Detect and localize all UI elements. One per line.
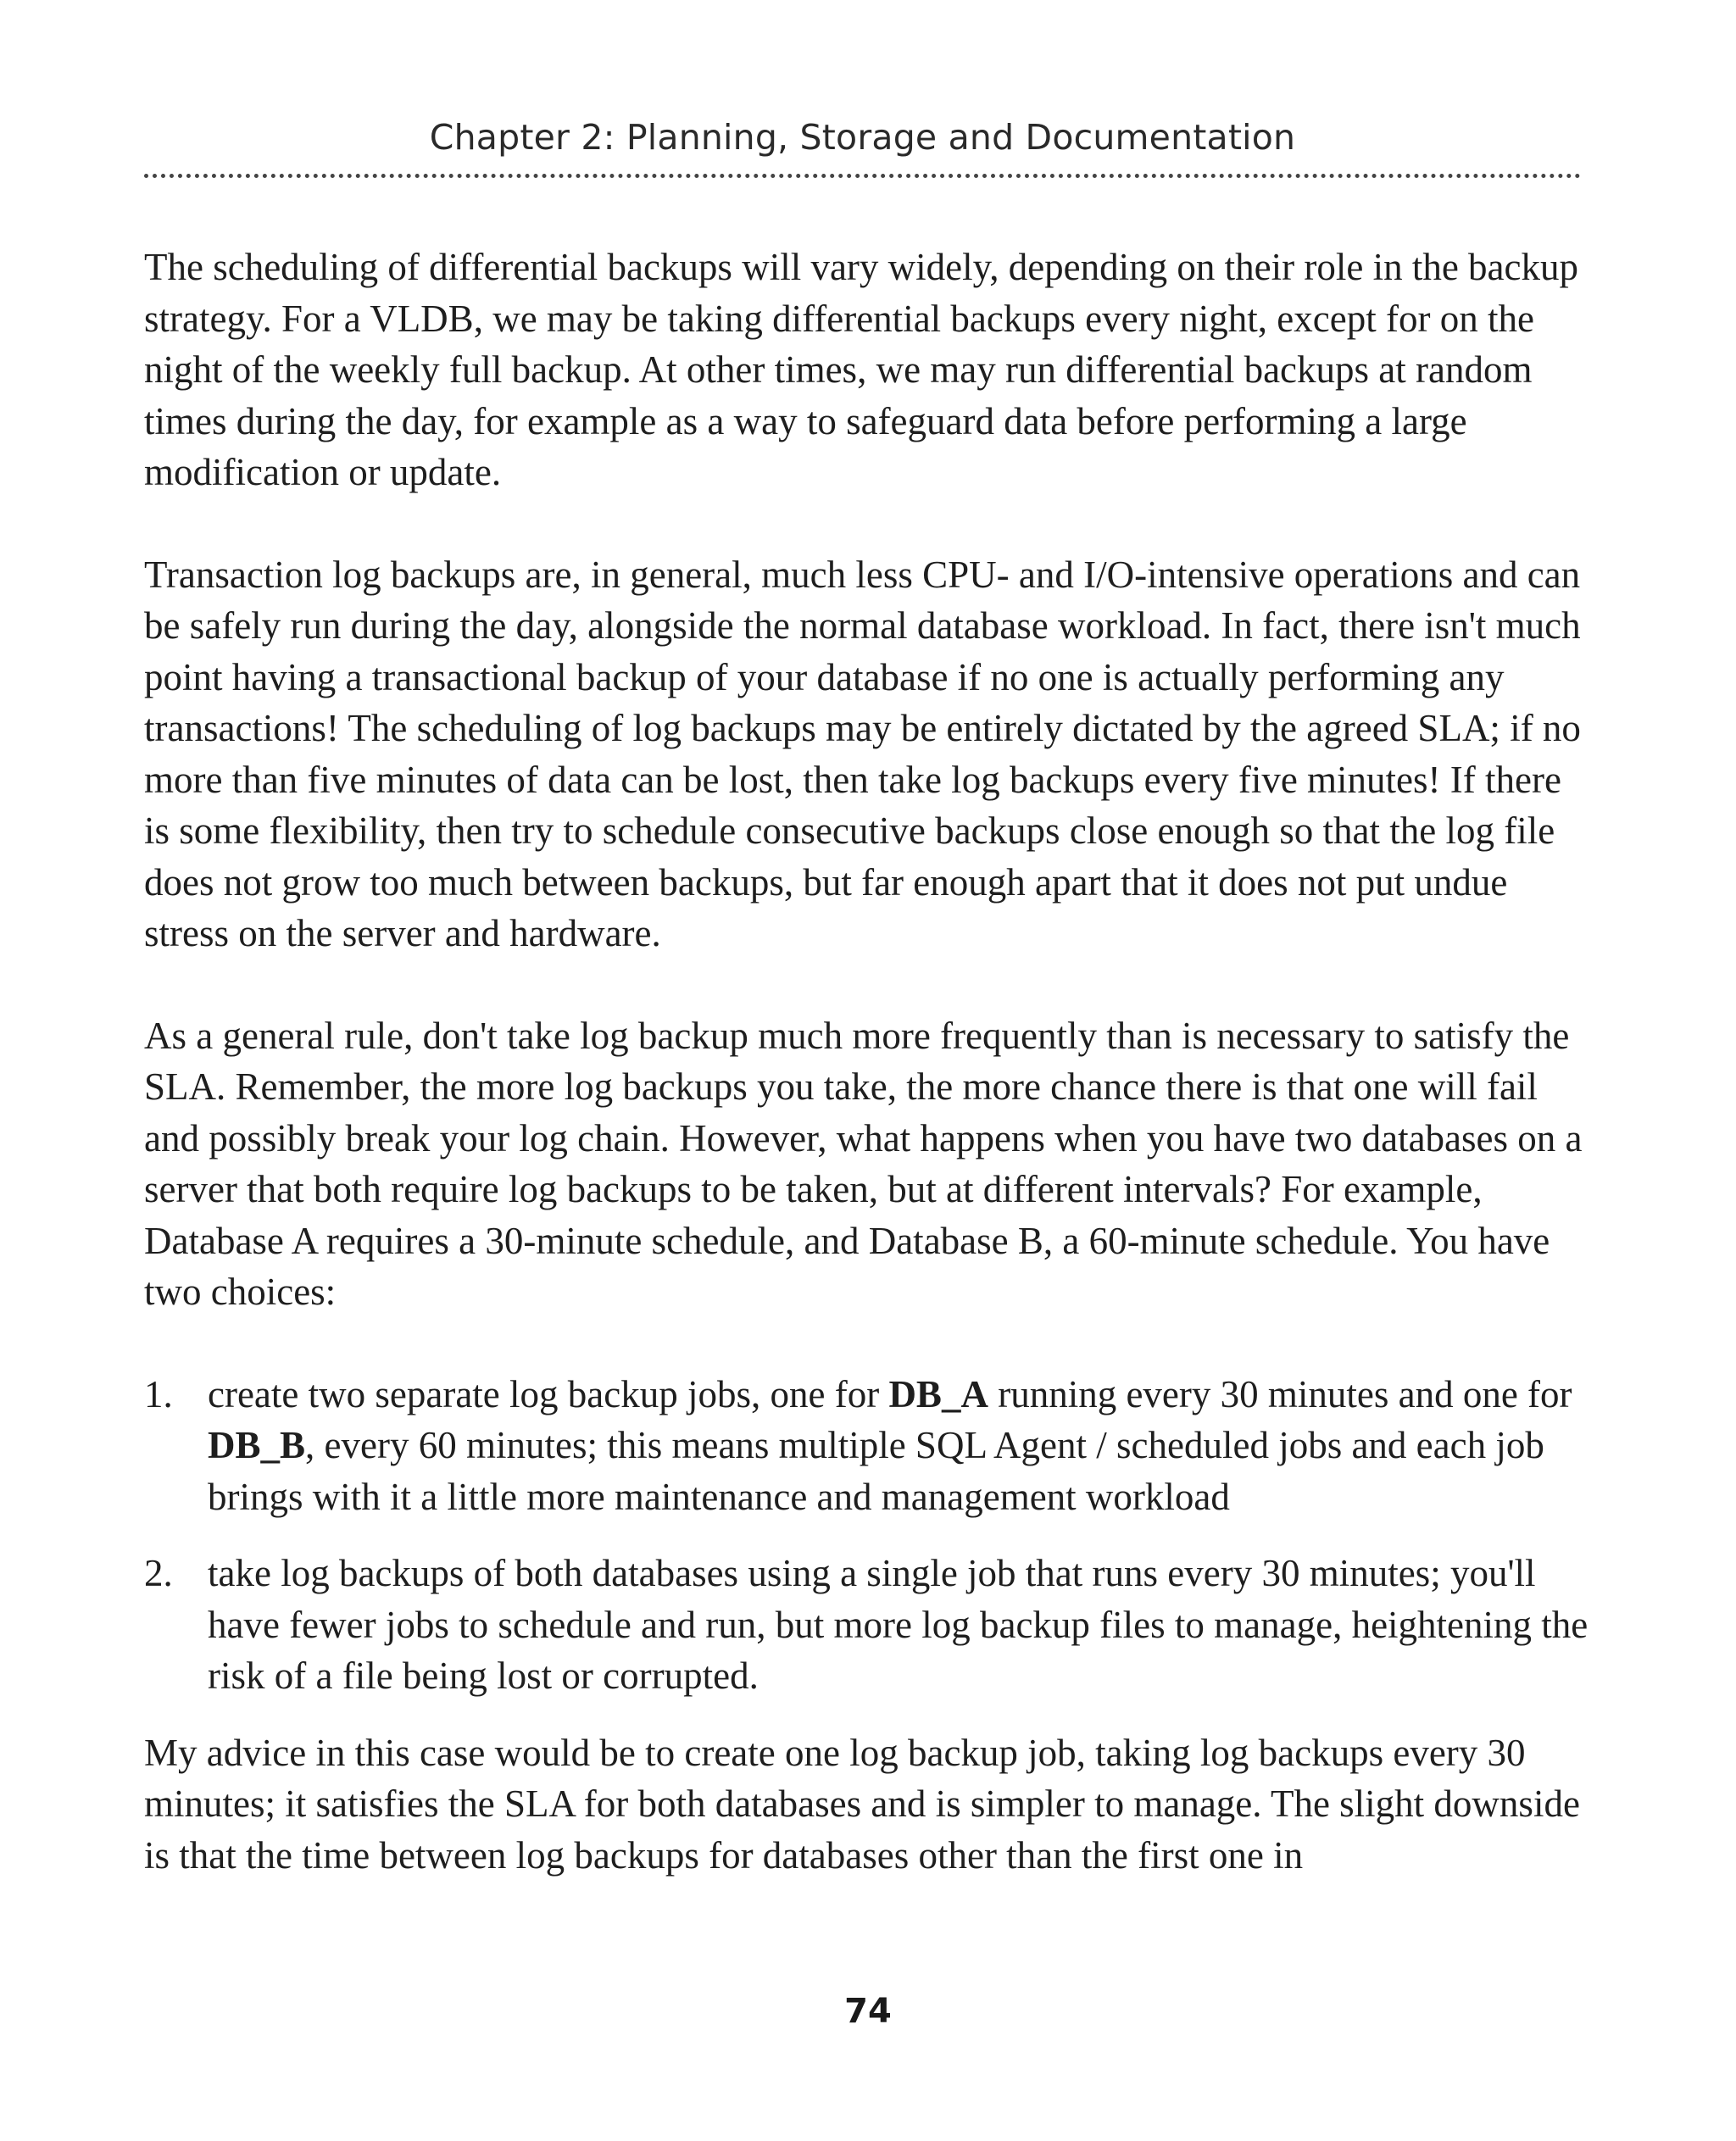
list-item [144, 1548, 1589, 1702]
choices-list [144, 1369, 1589, 1702]
chapter-header: Chapter 2: Planning, Storage and Documentation [429, 117, 1296, 158]
page-number: 74 [844, 1992, 892, 2031]
list-text: take log backups of both databases using a single job that runs every 30 minutes; you'll have fewer jobs to schedule and run, but more log backup files to manage, heightening the risk of a file being lost or corrupted. [208, 1552, 1589, 1697]
header-divider [144, 174, 1581, 178]
list-text: create two separate log backup jobs, one for [208, 1372, 889, 1415]
list-number: 2. [144, 1552, 173, 1594]
paragraph-advice: My advice in this case would be to create one log backup job, taking log backups every 30 minutes; it satisfies the SLA for both databases and is simpler to manage. The slight downside is that the time between log backups for databases other than the first one in [144, 1731, 1580, 1877]
list-item [144, 1369, 1589, 1523]
list-text: , every 60 minutes; this means multiple SQL Agent / scheduled jobs and each job brings with it a little more maintenance and management workload [208, 1424, 1544, 1518]
paragraph-differential-scheduling: The scheduling of differential backups will vary widely, depending on their role in the backup strategy. For a VLDB, we may be taking differential backups every night, except for on the night of the weekly full backup. At other times, we may run differential backups at random times during the day, for example as a way to safeguard data before performing a large modification or update. [144, 246, 1579, 493]
page-body [144, 242, 1589, 1932]
list-text: running every 30 minutes and one for [988, 1372, 1572, 1415]
list-number: 1. [144, 1372, 173, 1415]
paragraph-general-rule: As a general rule, don't take log backup much more frequently than is necessary to satisfy the SLA. Remember, the more log backups you take, the more chance there is that one will fail and possibly break your log chain. However, what happens when you have two databases on a server that both require log backups to be taken, but at different intervals? For example, Database A requires a 30-minute schedule, and Database B, a 60-minute schedule. You have two choices: [144, 1014, 1583, 1313]
db-a-name: DB_A [888, 1372, 988, 1415]
paragraph-log-backups: Transaction log backups are, in general, much less CPU- and I/O-intensive operations and can be safely run during the day, alongside the normal database workload. In fact, there isn't much point having a transactional backup of your database if no one is actually performing any transactions! The scheduling of log backups may be entirely dictated by the agreed SLA; if no more than five minutes of data can be lost, then take log backups every five minutes! If there is some flexibility, then try to schedule consecutive backups close enough so that the log file does not grow too much between backups, but far enough apart that it does not put undue stress on the server and hardware. [144, 553, 1581, 954]
db-b-name: DB_B [208, 1424, 306, 1466]
